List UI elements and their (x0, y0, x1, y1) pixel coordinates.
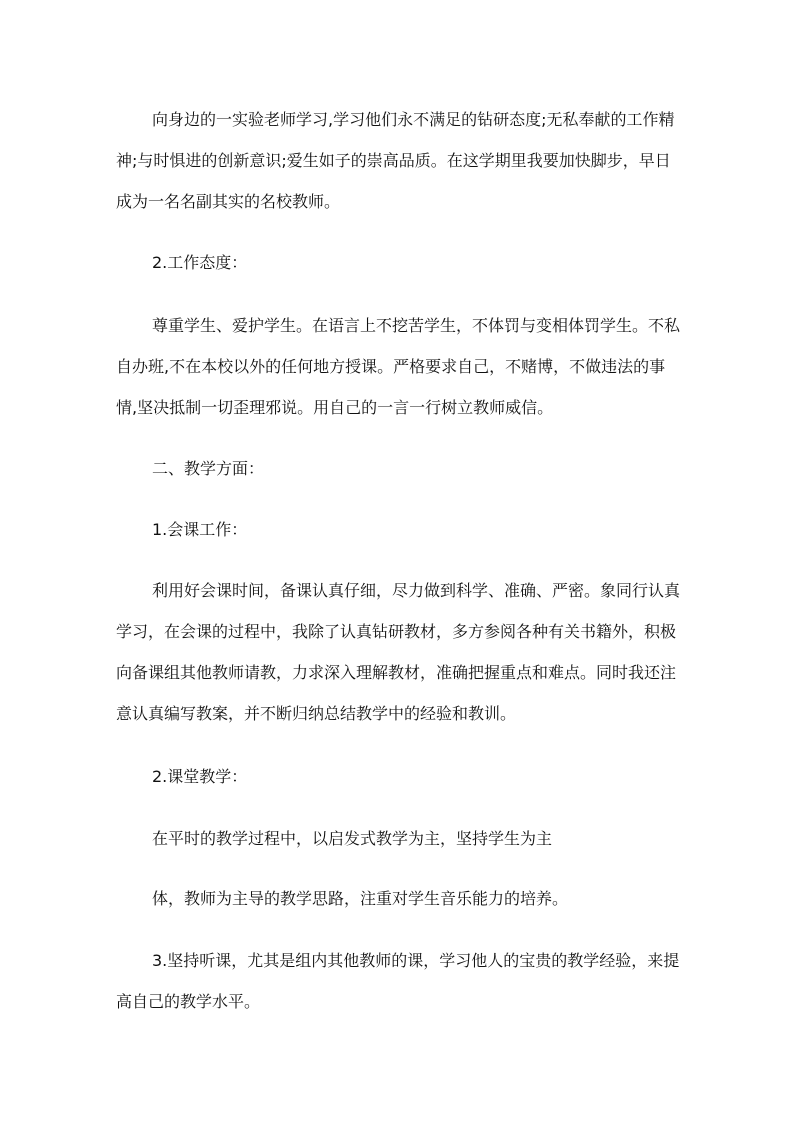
text-line: 高自己的教学水平。 (116, 992, 261, 1011)
section-heading: 2.工作态度： (152, 253, 248, 272)
text-line: 学习，在会课的过程中，我除了认真钻研教材，多方参阅各种有关书籍外，积极 (116, 622, 677, 641)
text-line: 情,坚决抵制一切歪理邪说。用自己的一言一行树立教师威信。 (116, 398, 554, 417)
section-heading: 1.会课工作： (152, 520, 248, 539)
paragraph-lesson-prep (116, 570, 686, 734)
text-line: 尊重学生、爱护学生。在语言上不挖苦学生，不体罚与变相体罚学生。不私 (152, 316, 681, 335)
paragraph-teaching-process (116, 818, 686, 859)
text-line: 向备课组其他教师请教，力求深入理解教材，准确把握重点和难点。同时我还注 (116, 663, 677, 682)
text-line: 成为一名名副其实的名校教师。 (116, 192, 341, 211)
section-heading: 2.课堂教学： (152, 767, 248, 786)
heading-lesson-work (116, 509, 686, 550)
text-line: 3.坚持听课，尤其是组内其他教师的课，学习他人的宝贵的教学经验，来提 (152, 951, 680, 970)
text-line: 神;与时惧进的创新意识;爱生如子的崇高品质。在这学期里我要加快脚步，早日 (116, 151, 671, 170)
section-heading: 二、教学方面： (152, 459, 265, 478)
heading-teaching-aspects (116, 448, 686, 489)
paragraph-study-teachers (116, 99, 686, 222)
paragraph-teaching-approach (116, 878, 686, 919)
text-line: 利用好会课时间，备课认真仔细，尽力做到科学、准确、严密。象同行认真 (152, 581, 681, 600)
paragraph-respect-students (116, 305, 686, 428)
text-line: 体，教师为主导的教学思路，注重对学生音乐能力的培养。 (152, 889, 569, 908)
text-line: 意认真编写教案，并不断归纳总结教学中的经验和教训。 (116, 704, 517, 723)
text-line: 在平时的教学过程中，以启发式教学为主，坚持学生为主 (152, 829, 553, 848)
paragraph-attend-lessons (116, 940, 686, 1022)
text-line: 自办班,不在本校以外的任何地方授课。严格要求自己，不赌博，不做违法的事 (116, 357, 666, 376)
heading-classroom-teaching (116, 756, 686, 797)
text-line: 向身边的一实验老师学习,学习他们永不满足的钻研态度;无私奉献的工作精 (152, 110, 675, 129)
heading-work-attitude (116, 242, 686, 283)
